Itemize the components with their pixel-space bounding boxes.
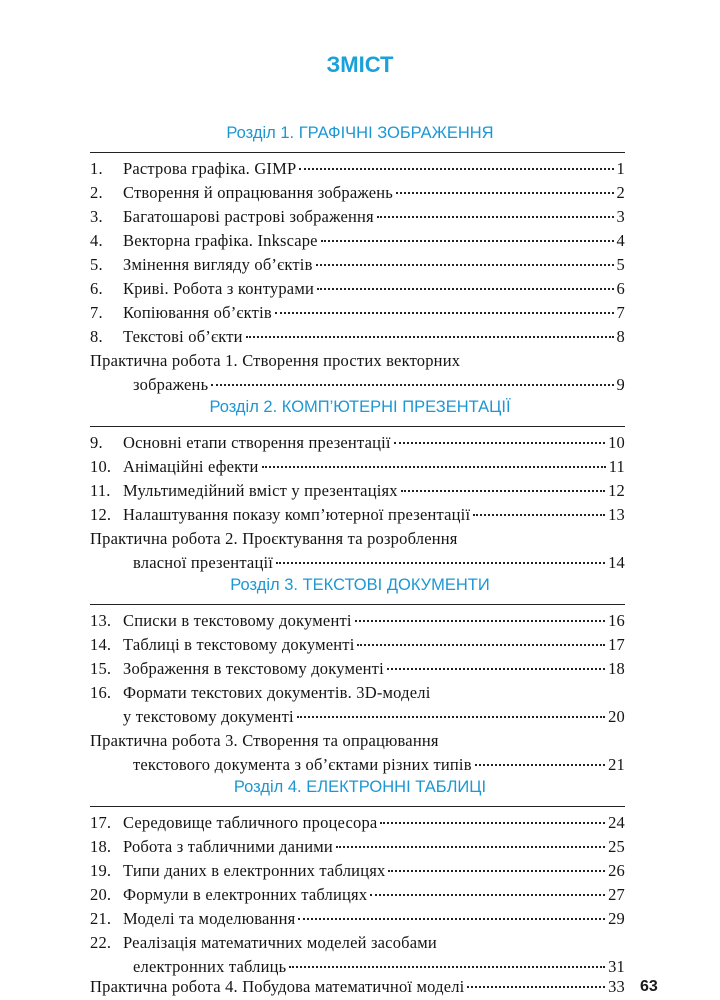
toc-entry[interactable] — [90, 633, 625, 657]
toc-entry[interactable] — [90, 229, 625, 253]
section-heading-4: Розділ 4. ЕЛЕКТРОННІ ТАБЛИЦІ — [233, 778, 487, 796]
entry-page: 6 — [616, 279, 625, 298]
toc-entry[interactable] — [90, 205, 625, 229]
entry-number: 15. — [90, 659, 112, 678]
entry-page: 2 — [616, 183, 625, 202]
dot-leader — [211, 384, 613, 386]
section-divider-1 — [90, 152, 625, 153]
entry-page: 21 — [608, 755, 625, 774]
entry-title: Мультимедійний вміст у презентаціях — [123, 481, 398, 500]
entry-page: 3 — [616, 207, 625, 226]
entry-number: 12. — [90, 505, 112, 524]
entry-title: Криві. Робота з контурами — [123, 279, 315, 298]
entry-page: 18 — [608, 659, 625, 678]
entry-title: Створення й опрацювання зображень — [123, 183, 394, 202]
entry-page: 33 — [608, 977, 625, 996]
entry-page: 9 — [616, 375, 625, 394]
entry-number: 4. — [90, 231, 103, 250]
toc-entry[interactable] — [90, 907, 625, 931]
entry-page: 11 — [608, 457, 625, 476]
entry-page: 8 — [616, 327, 625, 346]
toc-entry[interactable] — [90, 431, 625, 455]
entry-page: 17 — [608, 635, 625, 654]
entry-title: електронних таблиць — [133, 957, 287, 976]
entry-title: Середовище табличного процесора — [123, 813, 378, 832]
entry-title: Реалізація математичних моделей засобами — [123, 933, 437, 952]
entry-page: 5 — [616, 255, 625, 274]
entry-page: 31 — [608, 957, 625, 976]
toc-entry-16-line1[interactable] — [90, 681, 625, 705]
entry-page: 1 — [616, 159, 625, 178]
toc-entry[interactable] — [90, 657, 625, 681]
toc-entry[interactable] — [90, 859, 625, 883]
entry-number: 11. — [90, 481, 111, 500]
entry-title: зображень — [133, 375, 209, 394]
entry-number: 3. — [90, 207, 103, 226]
entry-title: Векторна графіка. Inkscape — [123, 231, 318, 250]
dot-leader — [262, 466, 606, 468]
section-heading-2: Розділ 2. КОМП’ЮТЕРНІ ПРЕЗЕНТАЦІЇ — [209, 398, 511, 416]
practical-work-2-line1[interactable]: Практична робота 2. Проєктування та розроблення — [90, 529, 458, 548]
toc-entry[interactable] — [90, 883, 625, 907]
toc-entry[interactable] — [90, 609, 625, 633]
entry-number: 1. — [90, 159, 103, 178]
entry-number: 19. — [90, 861, 112, 880]
entry-title: Текстові об’єкти — [123, 327, 243, 346]
entry-number: 14. — [90, 635, 112, 654]
entry-number: 8. — [90, 327, 103, 346]
dot-leader — [355, 620, 605, 622]
entry-title: Моделі та моделювання — [123, 909, 296, 928]
entry-number: 16. — [90, 683, 112, 702]
entry-page: 20 — [608, 707, 625, 726]
toc-entry[interactable] — [90, 277, 625, 301]
toc-entry[interactable] — [90, 479, 625, 503]
entry-number: 7. — [90, 303, 103, 322]
entry-number: 2. — [90, 183, 103, 202]
entry-page: 29 — [608, 909, 625, 928]
entry-number: 17. — [90, 813, 112, 832]
entry-title: Копіювання об’єктів — [123, 303, 272, 322]
entry-page: 12 — [608, 481, 625, 500]
entry-title: Списки в текстовому документі — [123, 611, 352, 630]
entry-title: Формули в електронних таблицях — [123, 885, 368, 904]
page-title: ЗМІСТ — [326, 52, 394, 77]
section-heading-1: Розділ 1. ГРАФІЧНІ ЗОБРАЖЕННЯ — [226, 124, 494, 142]
practical-work-3[interactable] — [133, 753, 625, 777]
entry-page: 13 — [608, 505, 625, 524]
entry-number: 6. — [90, 279, 103, 298]
entry-number: 21. — [90, 909, 112, 928]
entry-number: 22. — [90, 933, 112, 952]
entry-title: Анімаційні ефекти — [123, 457, 259, 476]
entry-page: 10 — [608, 433, 625, 452]
practical-work-1[interactable] — [133, 373, 625, 397]
dot-leader — [336, 846, 605, 848]
dot-leader — [387, 668, 605, 670]
entry-page: 14 — [608, 553, 625, 572]
dot-leader — [473, 514, 605, 516]
practical-work-4[interactable] — [90, 976, 625, 998]
entry-title: Растрова графіка. GIMP — [123, 159, 297, 178]
section-divider-4 — [90, 806, 625, 807]
entry-title: Типи даних в електронних таблицях — [123, 861, 386, 880]
dot-leader — [299, 168, 613, 170]
entry-title: Налаштування показу комп’ютерної презентації — [123, 505, 471, 524]
entry-page: 27 — [608, 885, 625, 904]
dot-leader — [297, 716, 605, 718]
toc-entry[interactable] — [90, 835, 625, 859]
dot-leader — [396, 192, 614, 194]
entry-title: власної презентації — [133, 553, 274, 572]
entry-title: текстового документа з об’єктами різних типів — [133, 755, 472, 774]
dot-leader — [276, 562, 605, 564]
entry-title: Робота з табличними даними — [123, 837, 333, 856]
entry-title: Змінення вигляду об’єктів — [123, 255, 313, 274]
section-divider-3 — [90, 604, 625, 605]
dot-leader — [475, 764, 605, 766]
dot-leader — [377, 216, 614, 218]
dot-leader — [316, 264, 614, 266]
entry-title: Таблиці в текстовому документі — [123, 635, 355, 654]
toc-entry[interactable] — [90, 455, 625, 479]
entry-page: 25 — [608, 837, 625, 856]
entry-title: Основні етапи створення презентації — [123, 433, 391, 452]
dot-leader — [357, 644, 605, 646]
entry-page: 4 — [616, 231, 625, 250]
entry-number: 10. — [90, 457, 112, 476]
dot-leader — [298, 918, 605, 920]
entry-title: Зображення в текстовому документі — [123, 659, 384, 678]
entry-page: 26 — [608, 861, 625, 880]
entry-page: 24 — [608, 813, 625, 832]
toc-entry[interactable] — [90, 325, 625, 349]
entry-number: 13. — [90, 611, 112, 630]
entry-number: 5. — [90, 255, 103, 274]
section-heading-3: Розділ 3. ТЕКСТОВІ ДОКУМЕНТИ — [230, 576, 490, 594]
dot-leader — [394, 442, 605, 444]
toc-entry[interactable] — [90, 157, 625, 181]
toc-entry[interactable] — [90, 503, 625, 527]
dot-leader — [388, 870, 605, 872]
entry-title: Практична робота 4. Побудова математичної моделі — [90, 977, 465, 996]
toc-entry[interactable] — [90, 811, 625, 835]
practical-work-3-line1[interactable]: Практична робота 3. Створення та опрацювання — [90, 731, 439, 750]
dot-leader — [321, 240, 614, 242]
practical-work-1-line1[interactable]: Практична робота 1. Створення простих векторних — [90, 351, 461, 370]
entry-title: Формати текстових документів. 3D-моделі — [123, 683, 431, 702]
entry-number: 9. — [90, 433, 103, 452]
entry-page: 7 — [616, 303, 625, 322]
entry-page: 16 — [608, 611, 625, 630]
entry-title: Багатошарові растрові зображення — [123, 207, 374, 226]
dot-leader — [467, 986, 605, 988]
page-number: 63 — [640, 978, 658, 995]
dot-leader — [275, 312, 614, 314]
toc-entry[interactable] — [90, 181, 625, 205]
section-divider-2 — [90, 426, 625, 427]
toc-entry-16[interactable] — [123, 705, 625, 729]
dot-leader — [401, 490, 605, 492]
dot-leader — [370, 894, 605, 896]
entry-number: 18. — [90, 837, 112, 856]
dot-leader — [317, 288, 614, 290]
dot-leader — [380, 822, 605, 824]
practical-work-2[interactable] — [133, 551, 625, 575]
entry-title: у текстовому документі — [123, 707, 294, 726]
dot-leader — [289, 966, 605, 968]
dot-leader — [246, 336, 614, 338]
toc-entry-22-line1[interactable] — [90, 931, 625, 955]
entry-number: 20. — [90, 885, 112, 904]
toc-entry[interactable] — [90, 253, 625, 277]
toc-entry[interactable] — [90, 301, 625, 325]
